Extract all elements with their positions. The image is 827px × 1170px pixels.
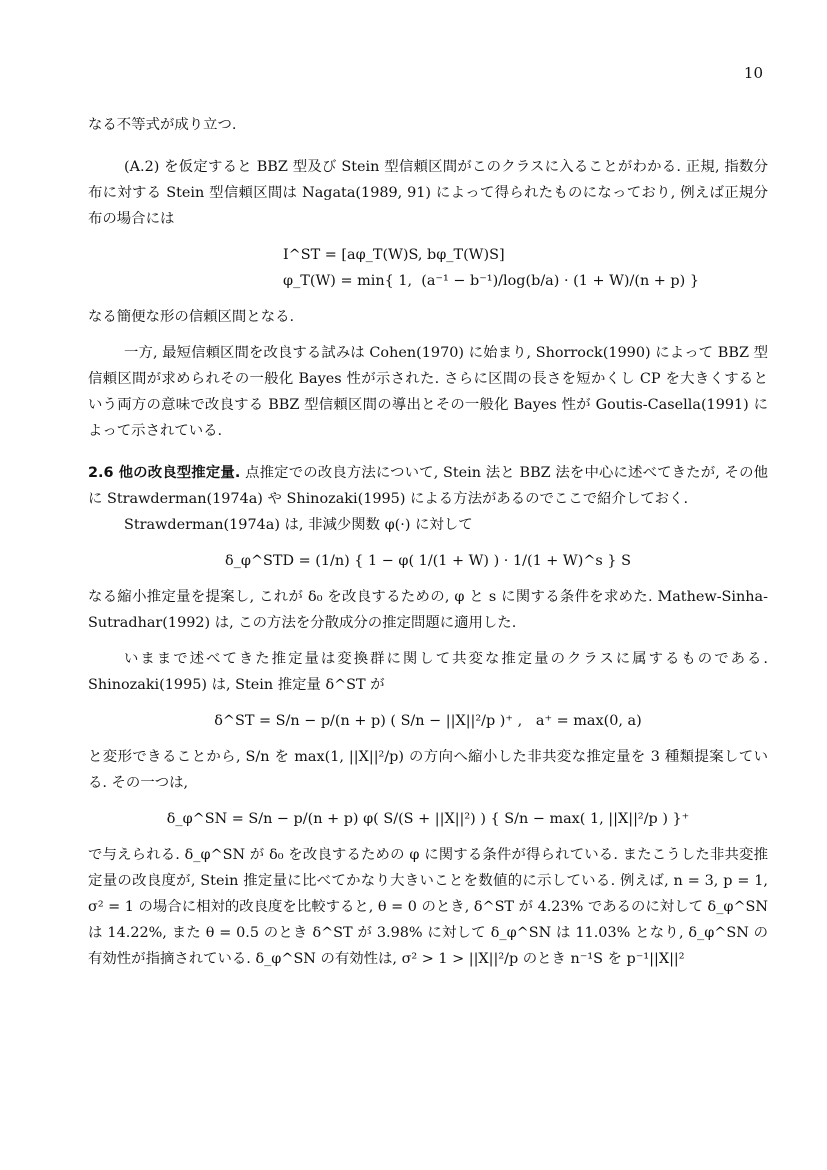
paragraph-3: なる簡便な形の信頼区間となる.: [88, 309, 295, 325]
paragraph-7: なる縮小推定量を提案し, これが δ₀ を改良するための, φ と s に関する条件を求めた. Mathew-Sinha-Sutradhar(1992) は, この方法を分散成分の推定問題に適用した.: [88, 589, 768, 631]
section-title: 2.6 他の改良型推定量.: [88, 465, 241, 481]
paragraph-10: で与えられる. δ_φ^SN が δ₀ を改良するための φ に関する条件が得られている. またこうした非共変推定量の改良度が, Stein 推定量に比べてかなり大きいことを数値的に示している. 例えば, n = 3, p = 1, σ² = 1 の場合に相対的改良度を比較すると, θ = 0 のとき, δ^ST が 4.23% であるのに対して δ_φ^SN は 14.22%, また θ = 0.5 のとき δ^ST が 3.98% に対して δ_φ^SN は 11.03% となり, δ_φ^SN の有効性が指摘されている. δ_φ^SN の有効性は, σ² > 1 > ||X||²/p のとき n⁻¹S を p⁻¹||X||²: [88, 847, 769, 967]
paragraph-5: [88, 460, 768, 512]
paragraph-1: なる不等式が成り立つ.: [88, 117, 237, 133]
paragraph-9: と変形できることから, S/n を max(1, ||X||²/p) の方向へ縮小した非共変な推定量を 3 種類提案している. その一つは,: [88, 749, 768, 791]
equation-strawderman: δ_φ^STD = (1/n) { 1 − φ( 1/(1 + W) ) · 1/(1 + W)^s } S: [225, 553, 631, 569]
paragraph-8: いままで述べてきた推定量は変換群に関して共変な推定量のクラスに属するものである. Shinozaki(1995) は, Stein 推定量 δ^ST が: [88, 651, 768, 693]
equation-phi-t: φ_T(W) = min{ 1, (a⁻¹ − b⁻¹)/log(b/a) · (1 + W)/(n + p) }: [283, 273, 699, 289]
paragraph-4: 一方, 最短信頼区間を改良する試みは Cohen(1970) に始まり, Shorrock(1990) によって BBZ 型信頼区間が求められその一般化 Bayes 性が示された. さらに区間の長さを短かくし CP を大きくするという両方の意味で改良する BBZ 型信頼区間の導出とその一般化 Bayes 性が Goutis-Casella(1991) によって示されている.: [88, 345, 768, 439]
page-number: 10: [743, 64, 763, 82]
paragraph-2: (A.2) を仮定すると BBZ 型及び Stein 型信頼区間がこのクラスに入ることがわかる. 正規, 指数分布に対する Stein 型信頼区間は Nagata(1989, 91) によって得られたものになっており, 例えば正規分布の場合には: [88, 159, 768, 227]
paragraph-6: Strawderman(1974a) は, 非減少関数 φ(·) に対して: [124, 517, 473, 533]
equation-interval: I^ST = [aφ_T(W)S, bφ_T(W)S]: [283, 247, 505, 263]
equation-shinozaki: δ_φ^SN = S/n − p/(n + p) φ( S/(S + ||X||²) ) { S/n − max( 1, ||X||²/p ) }⁺: [166, 811, 690, 827]
equation-stein: δ^ST = S/n − p/(n + p) ( S/n − ||X||²/p )⁺ , a⁺ = max(0, a): [214, 713, 642, 729]
page-content: [88, 112, 768, 972]
section-text: 点推定での改良方法について, Stein 法と BBZ 法を中心に述べてきたが, その他に Strawderman(1974a) や Shinozaki(1995) による方法があるのでここで紹介しておく.: [88, 465, 768, 507]
